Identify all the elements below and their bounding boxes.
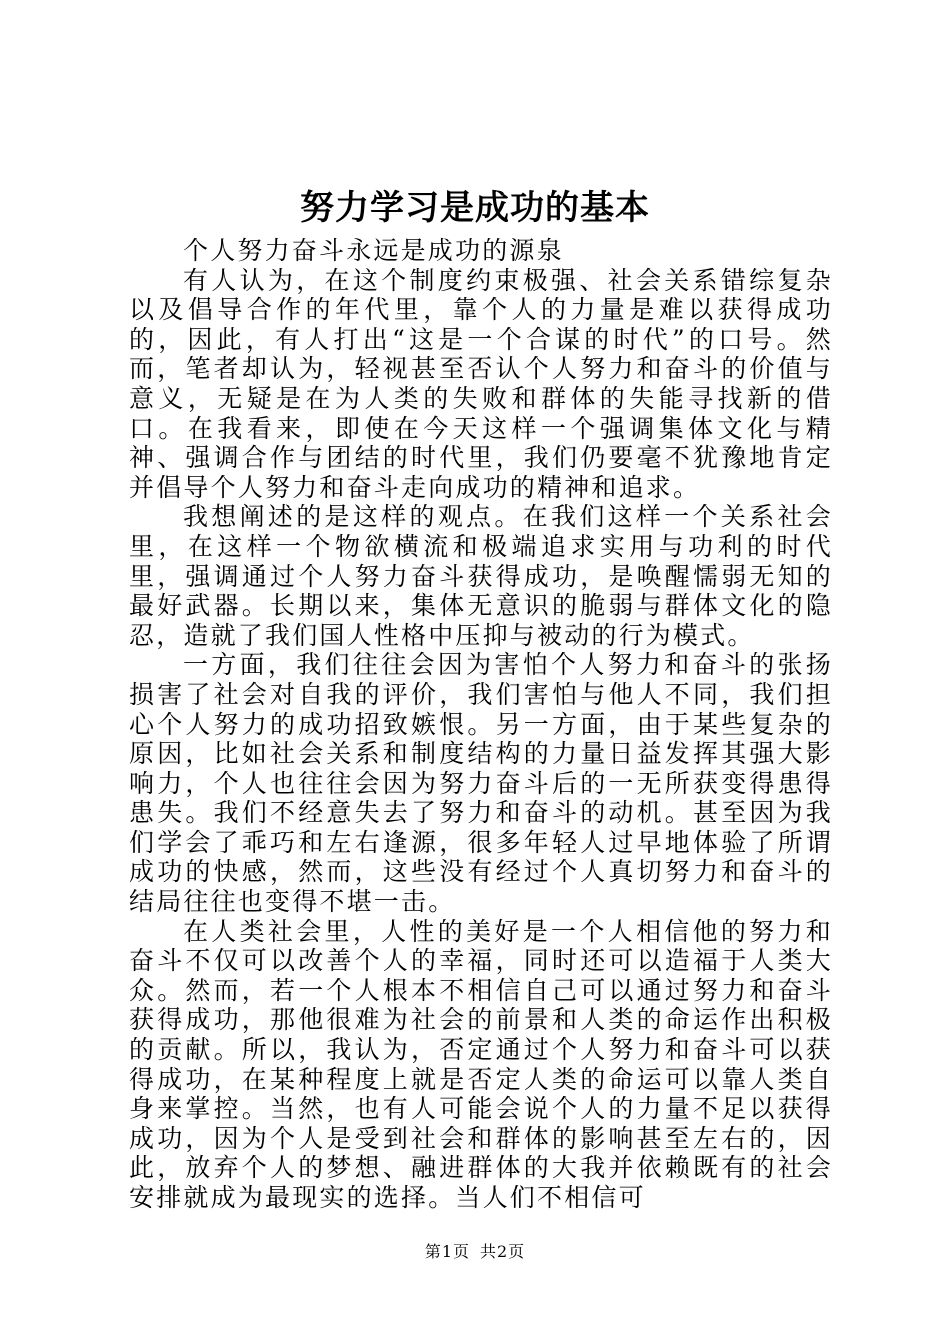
paragraph-subtitle: 个人努力奋斗永远是成功的源泉	[183, 236, 564, 265]
page-total: 共2页	[480, 1242, 526, 1261]
paragraph-4: 在人类社会里，人性的美好是一个人相信他的努力和奋斗不仅可以改善个人的幸福，同时还可以造福于人类大众。然而，若一个人根本不相信自己可以通过努力和奋斗获得成功，那他很难为社会的前景和人类的命运作出积极的贡献。所以，我认为，否定通过个人努力和奋斗可以获得成功，在某种程度上就是否定人类的命运可以靠人类自身来掌控。当然，也有人可能会说个人的力量不足以获得成功，因为个人是受到社会和群体的影响甚至左右的，因此，放弃个人的梦想、融进群体的大我并依赖既有的社会安排就成为最现实的选择。当人们不相信可	[129, 916, 833, 1212]
paragraph-1: 有人认为，在这个制度约束极强、社会关系错综复杂以及倡导合作的年代里，靠个人的力量是难以获得成功的，因此，有人打出“这是一个合谋的时代”的口号。然而，笔者却认为，轻视甚至否认个人努力和奋斗的价值与意义，无疑是在为人类的失败和群体的失能寻找新的借口。在我看来，即使在今天这样一个强调集体文化与精神、强调合作与团结的时代里，我们仍要毫不犹豫地肯定并倡导个人努力和奋斗走向成功的精神和追求。	[129, 265, 833, 502]
paragraph-2: 我想阐述的是这样的观点。在我们这样一个关系社会里，在这样一个物欲横流和极端追求实用与功利的时代里，强调通过个人努力奋斗获得成功，是唤醒懦弱无知的最好武器。长期以来，集体无意识的脆弱与群体文化的隐忍，造就了我们国人性格中压抑与被动的行为模式。	[129, 502, 833, 650]
document-body	[129, 236, 833, 1213]
page-footer	[0, 1240, 950, 1264]
document-title: 努力学习是成功的基本	[300, 188, 650, 228]
page-number: 第1页	[424, 1242, 470, 1261]
paragraph-3: 一方面，我们往往会因为害怕个人努力和奋斗的张扬损害了社会对自我的评价，我们害怕与他人不同，我们担心个人努力的成功招致嫉恨。另一方面，由于某些复杂的原因，比如社会关系和制度结构的力量日益发挥其强大影响力，个人也往往会因为努力奋斗后的一无所获变得患得患失。我们不经意失去了努力和奋斗的动机。甚至因为我们学会了乖巧和左右逢源，很多年轻人过早地体验了所谓成功的快感，然而，这些没有经过个人真切努力和奋斗的结局往往也变得不堪一击。	[129, 650, 833, 917]
